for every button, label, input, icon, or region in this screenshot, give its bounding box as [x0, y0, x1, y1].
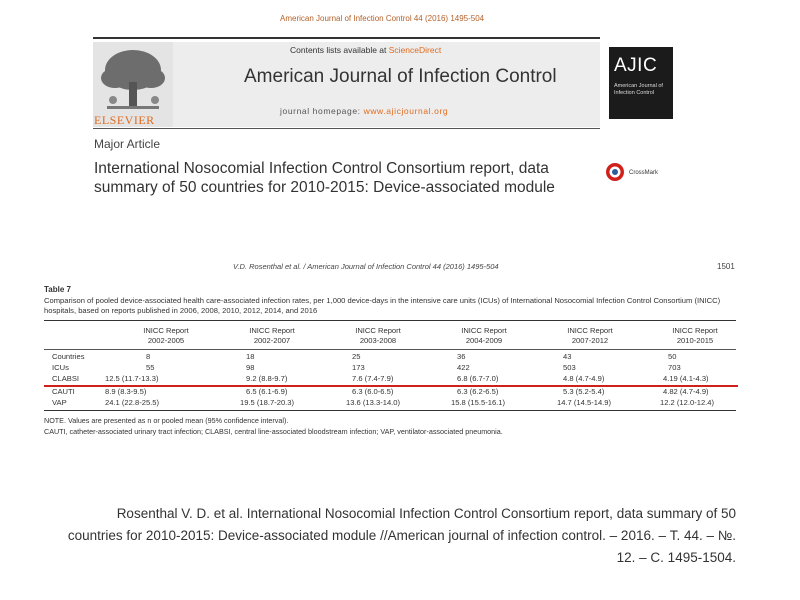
row-label-vap: VAP [52, 398, 67, 407]
masthead-bottom-rule [93, 128, 600, 129]
table-cell: 6.3 (6.2-6.5) [457, 387, 499, 396]
column-header-line1: INICC Report [567, 326, 613, 335]
table-bottom-rule [44, 410, 736, 411]
table-cell: 8.9 (8.3-9.5) [105, 387, 147, 396]
table-cell: 24.1 (22.8-25.5) [105, 398, 160, 407]
row-label-icus: ICUs [52, 363, 69, 372]
column-header [222, 326, 322, 346]
table-cell: 6.8 (6.7-7.0) [457, 374, 499, 383]
homepage-link[interactable]: www.ajicjournal.org [363, 106, 449, 116]
column-header [434, 326, 534, 346]
column-header-line1: INICC Report [355, 326, 401, 335]
table-cell: 12.2 (12.0-12.4) [660, 398, 715, 407]
table-cell: 19.5 (18.7-20.3) [240, 398, 295, 407]
table-cell: 5.3 (5.2-5.4) [563, 387, 605, 396]
table-cell: 15.8 (15.5-16.1) [451, 398, 506, 407]
row-label-cauti: CAUTI [52, 387, 75, 396]
table-cell: 14.7 (14.5-14.9) [557, 398, 612, 407]
column-header-line2: 2002-2005 [147, 336, 185, 345]
table-notes [44, 415, 744, 437]
column-header-line1: INICC Report [249, 326, 295, 335]
elsevier-wordmark: ELSEVIER [94, 113, 155, 127]
column-header [116, 326, 216, 346]
table-note-values: NOTE. Values are presented as n or pooled mean (95% confidence interval). [44, 416, 289, 425]
sciencedirect-link[interactable]: ScienceDirect [388, 45, 442, 55]
column-header-line1: INICC Report [143, 326, 189, 335]
table-cell: 6.5 (6.1-6.9) [246, 387, 288, 396]
crossmark-label[interactable]: CrossMark [629, 170, 659, 176]
table-cell: 50 [668, 352, 677, 361]
table-cell: 7.6 (7.4-7.9) [352, 374, 394, 383]
table-cell: 8 [146, 352, 151, 361]
column-header [540, 326, 640, 346]
contents-prefix: Contents lists available at [290, 45, 389, 55]
homepage-prefix: journal homepage: [280, 106, 364, 116]
column-header-line2: 2007-2012 [571, 336, 609, 345]
table-cell: 4.82 (4.7-4.9) [663, 387, 709, 396]
page-number: 1501 [717, 262, 735, 271]
table-cell: 422 [457, 363, 470, 372]
table-cell: 43 [563, 352, 572, 361]
journal-line: American Journal of Infection Control 44 (2016) 1495-504 [280, 14, 485, 23]
row-label-countries: Countries [52, 352, 85, 361]
table-cell: 18 [246, 352, 255, 361]
table-cell: 55 [146, 363, 155, 372]
table-cell: 25 [352, 352, 361, 361]
table-cell: 13.6 (13.3-14.0) [346, 398, 401, 407]
crossmark-icon[interactable] [605, 162, 625, 182]
homepage-line [280, 106, 448, 116]
table-label: Table 7 [44, 285, 71, 294]
column-header-line2: 2003-2008 [359, 336, 397, 345]
table-cell: 703 [668, 363, 681, 372]
table-cell: 503 [563, 363, 576, 372]
table-note-abbreviations: CAUTI, catheter-associated urinary tract infection; CLABSI, central line-associated bloodstream infection; VAP, ventilator-associated pneumonia. [44, 427, 503, 436]
table-cell: 98 [246, 363, 255, 372]
table-caption: Comparison of pooled device-associated health care-associated infection rates, per 1,000 device-days in the intensive care units (ICUs) of International Nosocomial Infection Control Consortium (INICC) hospitals, based on reports published in 2006, 2008, 2010, 2012, 2014, and 2016 [44, 296, 721, 315]
table-cell: 36 [457, 352, 466, 361]
masthead-top-rule [93, 37, 600, 39]
table-cell: 12.5 (11.7-13.3) [105, 374, 159, 383]
column-header [645, 326, 745, 346]
running-header: V.D. Rosenthal et al. / American Journal of Infection Control 44 (2016) 1495-504 [233, 262, 499, 271]
column-header-line2: 2004-2009 [465, 336, 503, 345]
column-header-line2: 2010-2015 [676, 336, 714, 345]
table-cell: 173 [352, 363, 365, 372]
article-title: International Nosocomial Infection Control Consortium report, data summary of 50 countries for 2010-2015: Device-associated module [94, 160, 555, 196]
column-header-line1: INICC Report [461, 326, 507, 335]
article-type: Major Article [94, 137, 161, 151]
column-header-line2: 2002-2007 [253, 336, 291, 345]
table-cell: 6.3 (6.0-6.5) [352, 387, 394, 396]
table-top-rule [44, 320, 736, 321]
column-header [328, 326, 428, 346]
row-label-clabsi: CLABSI [52, 374, 80, 383]
contents-line [290, 45, 441, 55]
citation-text: Rosenthal V. D. et al. International Nosocomial Infection Control Consortium report, data summary of 50 countries for 2010-2015: Device-associated module //American journal of infection control. – 2016. – Т. 44. – №. 12. – С. 1495-1504. [67, 506, 736, 565]
table-cell: 4.8 (4.7-4.9) [563, 374, 605, 383]
column-header-line1: INICC Report [672, 326, 718, 335]
table-cell: 9.2 (8.8-9.7) [246, 374, 288, 383]
journal-title: American Journal of Infection Control [244, 66, 557, 87]
table-header-rule [44, 349, 736, 350]
journal-cover-logo: AJIC [614, 55, 658, 76]
journal-cover-subtext: American Journal of Infection Control [614, 83, 663, 96]
table-cell: 4.19 (4.1-4.3) [663, 374, 709, 383]
